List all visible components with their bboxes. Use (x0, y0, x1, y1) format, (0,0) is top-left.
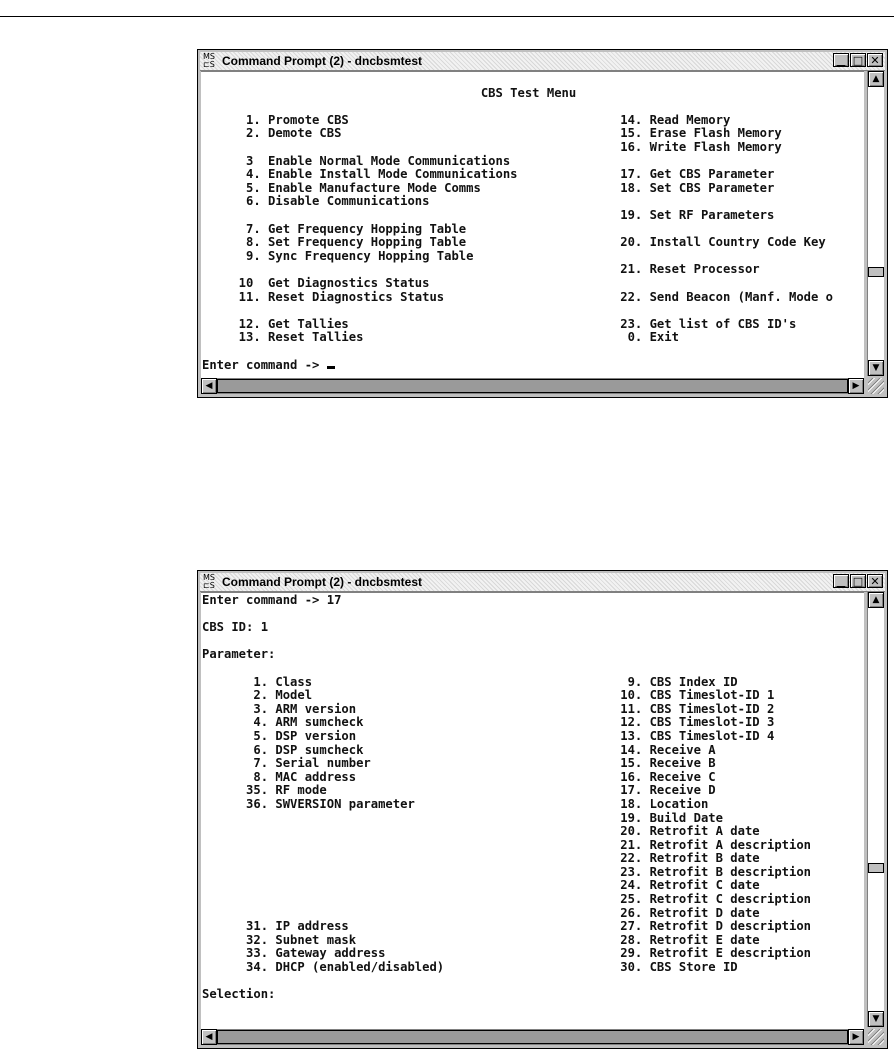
console-line: 3. ARM version 11. CBS Timeslot-ID 2 (202, 701, 775, 716)
resize-grip[interactable] (868, 378, 884, 394)
scroll-track[interactable] (217, 1030, 848, 1044)
window-title: Command Prompt (2) - dncbsmtest (222, 575, 423, 589)
maximize-icon[interactable]: □ (850, 574, 866, 588)
console-line: 22. Retrofit B date (202, 851, 760, 866)
console-line: 33. Gateway address 29. Retrofit E description (202, 946, 812, 961)
console-line: 23. Retrofit B description (202, 864, 812, 879)
console-line: 4. Enable Install Mode Communications 17. Get CBS Parameter (202, 167, 775, 182)
console-line: 26. Retrofit D date (202, 905, 760, 920)
console-line: 32. Subnet mask 28. Retrofit E date (202, 932, 760, 947)
scroll-track[interactable] (217, 379, 848, 393)
console-line: 12. Get Tallies 23. Get list of CBS ID's (202, 316, 797, 331)
window-title: Command Prompt (2) - dncbsmtest (222, 54, 423, 68)
command-prompt-window-1[interactable] (197, 49, 888, 398)
prompt-text: Enter command -> (202, 358, 327, 373)
arrow-right-icon[interactable]: ▶ (848, 378, 864, 394)
close-icon[interactable]: ✕ (867, 53, 883, 67)
arrow-right-icon[interactable]: ▶ (848, 1029, 864, 1045)
console-line: 21. Reset Processor (202, 262, 760, 277)
resize-grip[interactable] (868, 1029, 884, 1045)
console-text (201, 593, 864, 1002)
console-line: 31. IP address 27. Retrofit D description (202, 919, 812, 934)
command-prompt-line[interactable] (201, 358, 864, 373)
console-line: 6. Disable Communications (202, 194, 430, 209)
scroll-thumb[interactable] (868, 863, 884, 873)
console-line: 6. DSP sumcheck 14. Receive A (202, 742, 716, 757)
console-line: 4. ARM sumcheck 12. CBS Timeslot-ID 3 (202, 715, 775, 730)
console-line: 1. Class 9. CBS Index ID (202, 674, 738, 689)
console-line: 5. Enable Manufacture Mode Comms 18. Set CBS Parameter (202, 180, 775, 195)
console-line: Selection: (202, 987, 276, 1002)
arrow-up-icon[interactable]: ▲ (868, 592, 884, 608)
horizontal-scrollbar[interactable] (201, 377, 864, 394)
console-line: 7. Serial number 15. Receive B (202, 756, 716, 771)
console-line: 21. Retrofit A description (202, 837, 812, 852)
console-line: 1. Promote CBS 14. Read Memory (202, 112, 731, 127)
console-line: 2. Model 10. CBS Timeslot-ID 1 (202, 688, 775, 703)
console-text (201, 72, 864, 358)
horizontal-scrollbar[interactable] (201, 1028, 864, 1045)
scroll-thumb[interactable] (868, 267, 884, 277)
ms-dos-icon[interactable]: MS ⊏S (203, 573, 215, 590)
console-line: 5. DSP version 13. CBS Timeslot-ID 4 (202, 728, 775, 743)
arrow-down-icon[interactable]: ▼ (868, 360, 884, 376)
page-top-rule (0, 16, 894, 17)
arrow-left-icon[interactable]: ◀ (201, 1029, 217, 1045)
console-line: 8. Set Frequency Hopping Table 20. Install Country Code Key (202, 235, 826, 250)
console-line: 19. Set RF Parameters (202, 207, 775, 222)
console-line: Enter command -> 17 (202, 593, 342, 607)
console-line: 20. Retrofit A date (202, 824, 760, 839)
console-line: 13. Reset Tallies 0. Exit (202, 330, 679, 345)
console-output[interactable] (201, 592, 864, 1028)
text-cursor (327, 366, 335, 369)
console-line: 19. Build Date (202, 810, 723, 825)
arrow-left-icon[interactable]: ◀ (201, 378, 217, 394)
console-line: 24. Retrofit C date (202, 878, 760, 893)
console-line: CBS Test Menu (202, 85, 577, 100)
ms-dos-icon[interactable]: MS ⊏S (203, 52, 215, 69)
console-output[interactable] (201, 71, 864, 377)
vertical-scrollbar[interactable] (867, 592, 884, 1027)
vertical-scrollbar[interactable] (867, 71, 884, 376)
console-line: 25. Retrofit C description (202, 892, 812, 907)
arrow-up-icon[interactable]: ▲ (868, 71, 884, 87)
console-line: 11. Reset Diagnostics Status 22. Send Beacon (Manf. Mode o (202, 289, 834, 304)
console-line: 3 Enable Normal Mode Communications (202, 153, 511, 168)
console-line: 7. Get Frequency Hopping Table (202, 221, 467, 236)
title-bar[interactable] (200, 52, 885, 71)
command-prompt-window-2[interactable] (197, 570, 888, 1049)
minimize-icon[interactable]: ▁ (833, 574, 849, 588)
maximize-icon[interactable]: □ (850, 53, 866, 67)
title-bar[interactable] (200, 573, 885, 592)
console-line: 10 Get Diagnostics Status (202, 275, 430, 290)
minimize-icon[interactable]: ▁ (833, 53, 849, 67)
console-line: 16. Write Flash Memory (202, 139, 782, 154)
console-line: Parameter: (202, 647, 276, 662)
console-line: 35. RF mode 17. Receive D (202, 783, 716, 798)
console-line: 34. DHCP (enabled/disabled) 30. CBS Store ID (202, 960, 738, 975)
arrow-down-icon[interactable]: ▼ (868, 1011, 884, 1027)
console-line: 36. SWVERSION parameter 18. Location (202, 796, 709, 811)
console-line: CBS ID: 1 (202, 620, 269, 635)
console-line: 8. MAC address 16. Receive C (202, 769, 716, 784)
console-line: 2. Demote CBS 15. Erase Flash Memory (202, 126, 782, 141)
close-icon[interactable]: ✕ (867, 574, 883, 588)
console-line: 9. Sync Frequency Hopping Table (202, 248, 474, 263)
